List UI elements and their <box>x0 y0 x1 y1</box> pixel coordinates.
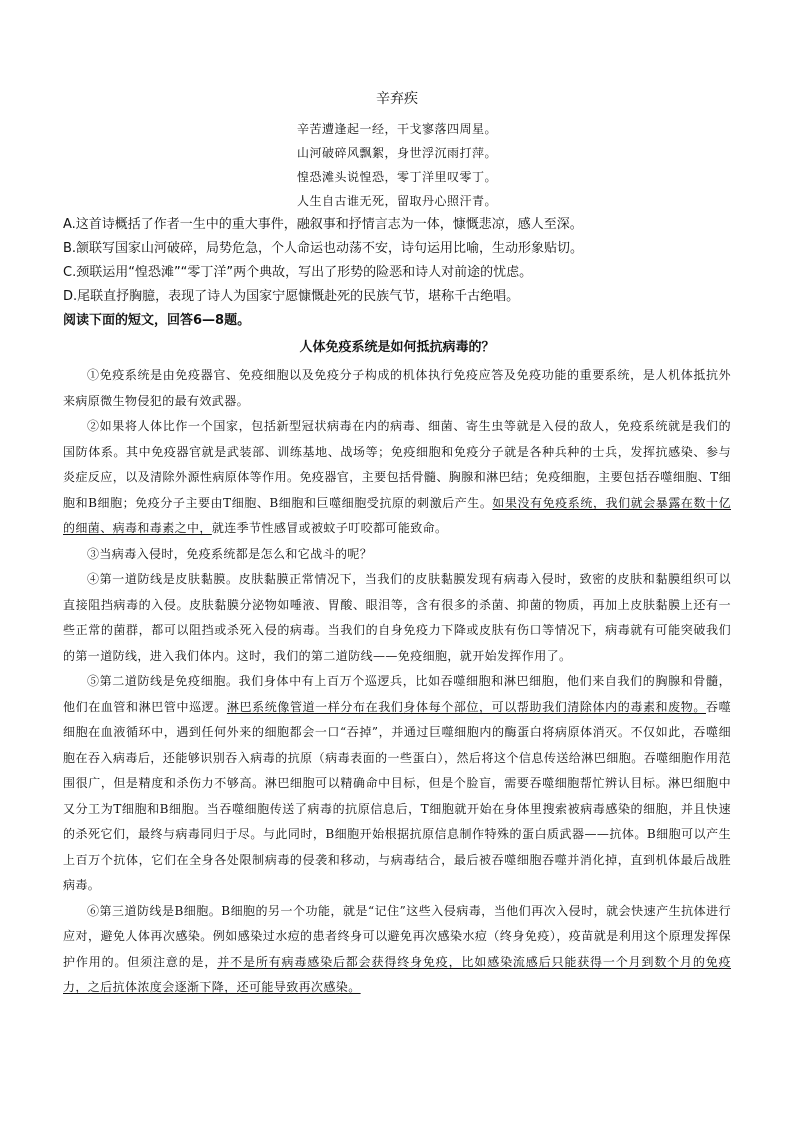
paragraph-2-underlined: 如果没有免疫系统，我们就会暴露在数十亿的细菌、病毒和毒素之中， <box>63 495 731 535</box>
paragraph-6-text: ⑥第三道防线是B细胞。B细胞的另一个功能，就是“记住”这些入侵病毒，当他们再次入侵时，就会快速产生抗体进行应对，避免人体再次感染。例如感染过水痘的患者终身可以避免再次感染水痘（终身免疫），疫苗就是利用这个原理发挥保护作用的。但须注意的是， <box>63 903 731 969</box>
paragraph-5 <box>63 669 731 899</box>
option-c: C.颈联运用“惶恐滩”“零丁洋”两个典故，写出了形势的险恶和诗人对前途的忧虑。 <box>63 265 533 280</box>
option-b: B.颔联写国家山河破碎，局势危急，个人命运也动荡不安，诗句运用比喻，生动形象贴切。 <box>63 241 584 256</box>
paragraph-6-underlined: 并不是所有病毒感染后都会获得终身免疫，比如感染流感后只能获得一个月到数个月的免疫力，之后抗体浓度会逐渐下降，还可能导致再次感染。 <box>63 954 731 994</box>
paragraph-2-tail: 就连季节性感冒或被蚊子叮咬都可能致命。 <box>211 521 448 535</box>
paragraph-5-tail: 吞噬细胞在血液循环中，遇到任何外来的细胞都会一口“吞掉”，并通过巨噬细胞内的酶蛋白将病原体消灭。不仅如此，吞噬细胞在吞入病毒后，还能够识别吞入病毒的抗原（病毒表面的一些蛋白），然后将这个信息传送给淋巴细胞。吞噬细胞作用范围很广，但是精度和杀伤力不够高。淋巴细胞可以精确命中目标，但是个脸盲，需要吞噬细胞帮忙辨认目标。淋巴细胞中又分工为T细胞和B细胞。当吞噬细胞传送了病毒的抗原信息后，T细胞就开始在身体里搜索被病毒感染的细胞，并且快速的杀死它们，最终与病毒同归于尽。与此同时，B细胞开始根据抗原信息制作特殊的蛋白质武器——抗体。B细胞可以产生上百万个抗体，它们在全身各处限制病毒的侵袭和移动，与病毒结合，最后被吞噬细胞吞噬并消化掉，直到机体最后战胜病毒。 <box>63 699 731 892</box>
article-title: 人体免疫系统是如何抵抗病毒的？ <box>299 340 495 355</box>
worksheet-page <box>63 88 731 1001</box>
paragraph-4: ④第一道防线是皮肤黏膜。皮肤黏膜正常情况下，当我们的皮肤黏膜发现有病毒入侵时，致密的皮肤和黏膜组织可以直接阻挡病毒的入侵。皮肤黏膜分泌物如唾液、胃酸、眼泪等，含有很多的杀菌、抑菌的物质，再加上皮肤黏膜上还有一些正常的菌群，都可以阻挡或杀死入侵的病毒。当我们的自身免疫力下降或皮肤有伤口等情况下，病毒就有可能突破我们的第一道防线，进入我们体内。这时，我们的第二道防线——免疫细胞，就开始发挥作用了。 <box>63 572 731 663</box>
paragraph-3: ③当病毒入侵时，免疫系统都是怎么和它战斗的呢？ <box>87 546 373 561</box>
poem-author: 辛弃疾 <box>376 91 418 107</box>
paragraph-1: ①免疫系统是由免疫器官、免疫细胞以及免疫分子构成的机体执行免疫应答及免疫功能的重要系统，是人机体抵抗外来病原微生物侵犯的最有效武器。 <box>63 368 731 408</box>
paragraph-2 <box>63 414 731 542</box>
paragraph-6 <box>63 899 731 1001</box>
poem-line-4: 人生自古谁无死，留取丹心照汗青。 <box>296 194 497 208</box>
paragraph-5-underlined: 淋巴系统像管道一样分布在我们身体每个部位，可以帮助我们清除体内的毒素和废物。 <box>226 699 706 714</box>
poem-line-2: 山河破碎风飘絮，身世浮沉雨打萍。 <box>296 146 497 160</box>
paragraph-5-text: ⑤第二道防线是免疫细胞。我们身体中有上百万个巡逻兵，比如吞噬细胞和淋巴细胞，他们来自我们的胸腺和骨髓，他们在血管和淋巴管中巡逻。 <box>63 674 731 714</box>
reading-instruction: 阅读下面的短文，回答6—8题。 <box>63 313 251 328</box>
option-d: D.尾联直抒胸臆，表现了诗人为国家宁愿慷慨赴死的民族气节，堪称千古绝唱。 <box>63 289 520 304</box>
option-a: A.这首诗概括了作者一生中的重大事件，融叙事和抒情言志为一体，慷慨悲凉，感人至深。 <box>63 217 583 232</box>
poem-line-1: 辛苦遭逢起一经，干戈寥落四周星。 <box>296 122 497 136</box>
poem-line-3: 惶恐滩头说惶恐，零丁洋里叹零丁。 <box>296 170 497 184</box>
paragraph-2-text: ②如果将人体比作一个国家，包括新型冠状病毒在内的病毒、细菌、寄生虫等就是入侵的敌人，免疫系统就是我们的国防体系。其中免疫器官就是武装部、训练基地、战场等；免疫细胞和免疫分子就是各种兵种的士兵，发挥抗感染、参与炎症反应，以及清除外源性病原体等作用。免疫器官，主要包括骨髓、胸腺和淋巴结；免疫细胞，主要包括吞噬细胞、T细胞和B细胞；免疫分子主要由T细胞、B细胞和巨噬细胞受抗原的刺激后产生。 <box>63 419 731 510</box>
